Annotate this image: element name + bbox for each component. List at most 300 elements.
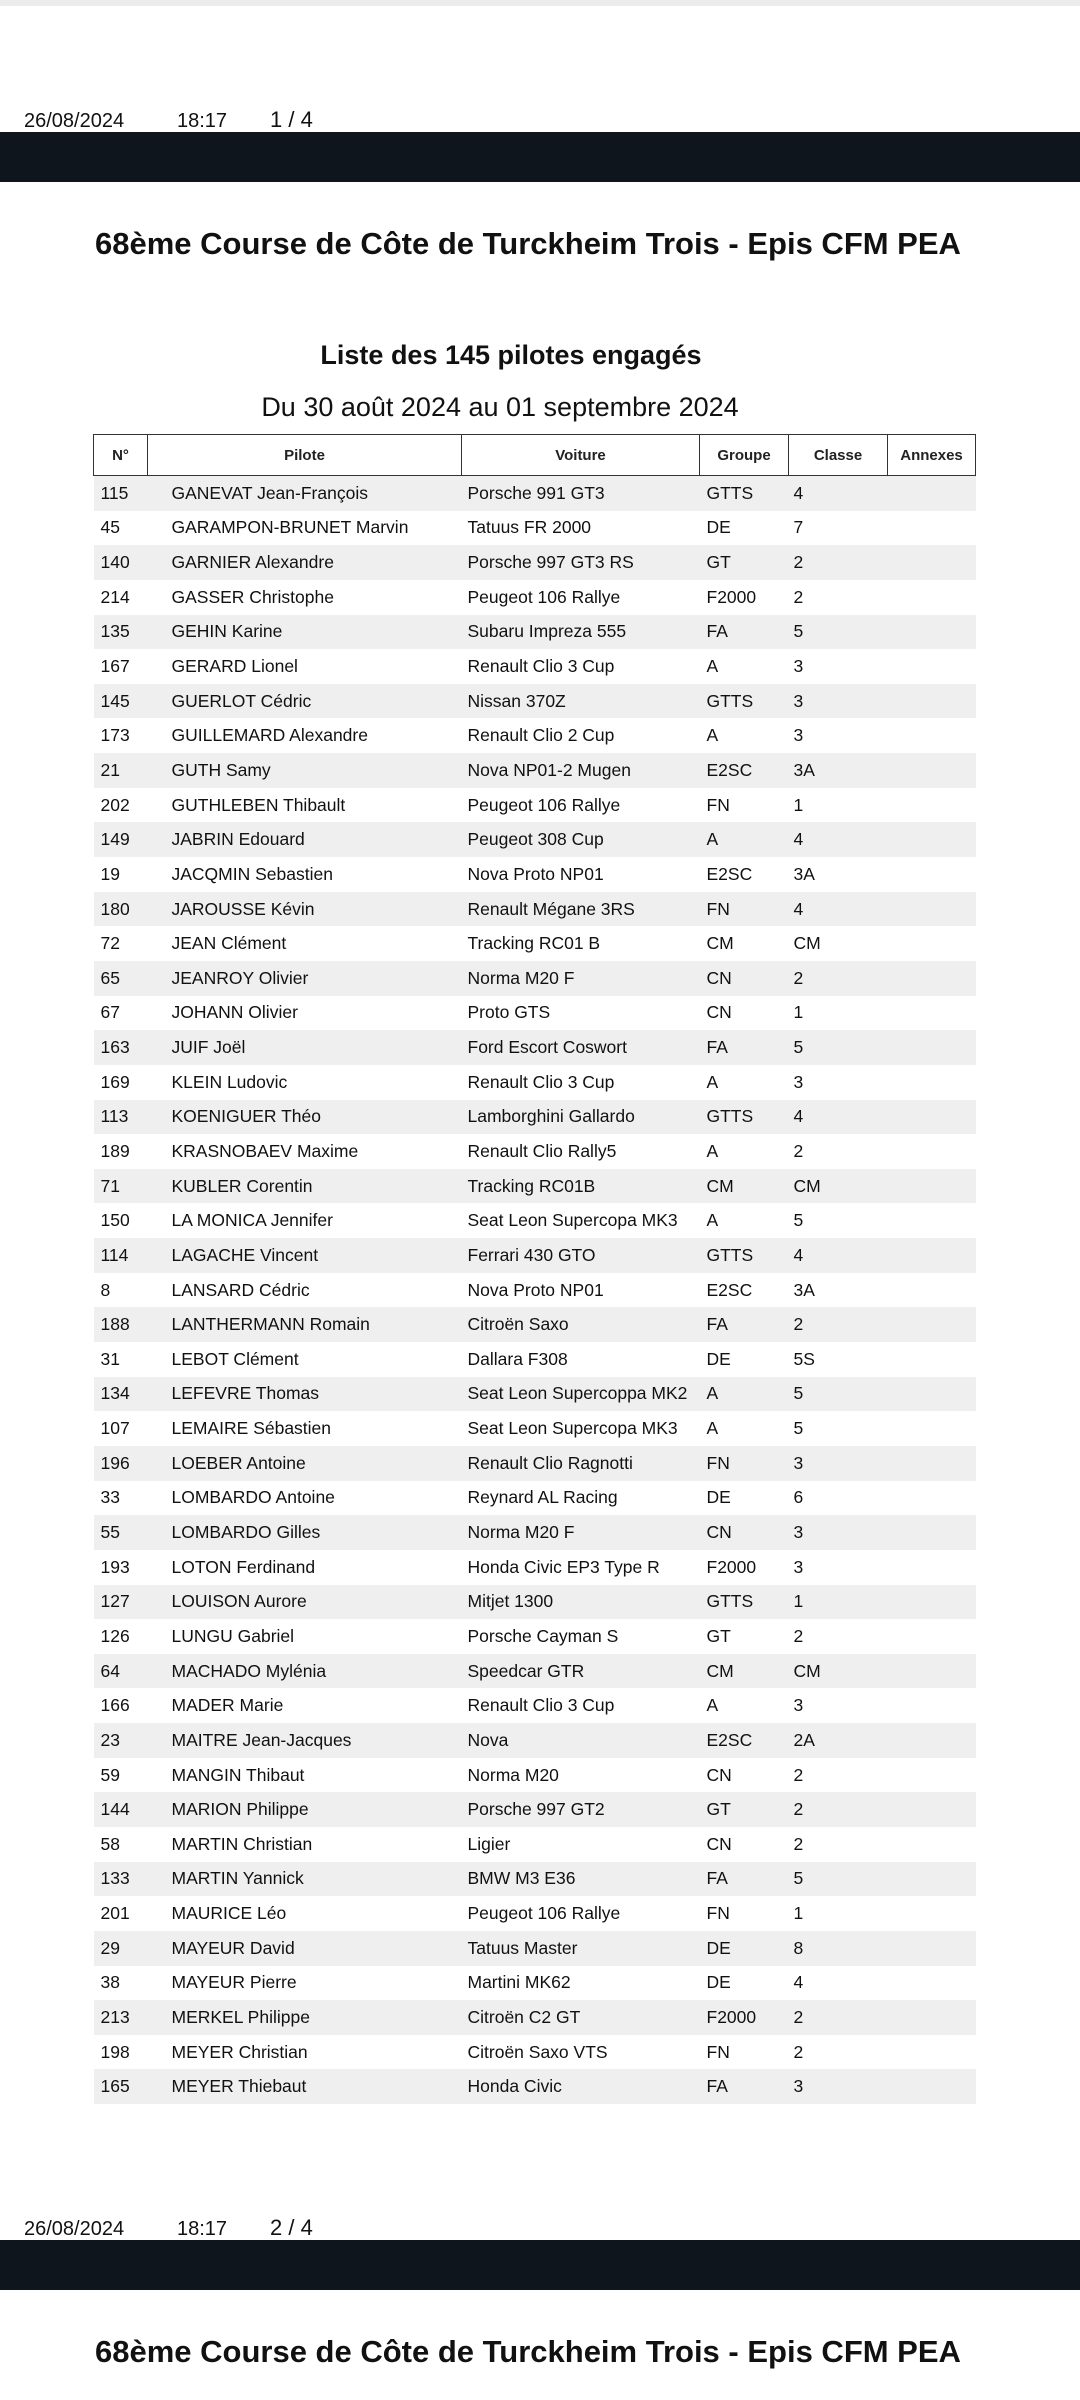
table-row: [94, 753, 976, 788]
classe-cell: 2: [793, 586, 804, 607]
table-row: [94, 615, 976, 650]
voiture-cell: Mitjet 1300: [462, 1585, 700, 1620]
classe-cell: 2: [789, 1792, 888, 1827]
voiture-cell: Peugeot 308 Cup: [462, 822, 700, 857]
no-cell: 140: [94, 545, 148, 580]
annexes-cell: [888, 1654, 976, 1689]
no-cell: 58: [100, 1833, 120, 1854]
table-row: [94, 1688, 976, 1723]
list-title: Liste des 145 pilotes engagés: [320, 340, 702, 370]
classe-cell: 1: [793, 1002, 804, 1023]
table-row: [94, 684, 976, 719]
no-cell: 180: [94, 892, 148, 927]
pilote-cell: MERKEL Philippe: [148, 2000, 462, 2035]
no-cell: 165: [94, 2069, 148, 2104]
classe-cell: CM: [789, 1654, 888, 1689]
groupe-cell: A: [706, 1418, 719, 1439]
classe-cell: 3: [789, 2069, 888, 2104]
voiture-cell: Renault Clio Ragnotti: [462, 1446, 700, 1481]
page-1-header-bar: [0, 132, 1080, 182]
classe-cell: 5: [789, 1377, 888, 1412]
groupe-cell: DE: [700, 1931, 789, 1966]
no-cell: 72: [100, 933, 120, 954]
voiture-cell: Peugeot 106 Rallye: [467, 1903, 621, 1924]
groupe-cell: FA: [700, 1307, 789, 1342]
pilote-cell: MARTIN Christian: [171, 1833, 313, 1854]
pilote-cell: JUIF Joël: [148, 1030, 462, 1065]
table-row: [94, 961, 976, 996]
pilote-cell: MEYER Thiebaut: [148, 2069, 462, 2104]
voiture-cell: Norma M20 F: [462, 961, 700, 996]
voiture-cell: Speedcar GTR: [462, 1654, 700, 1689]
voiture-cell: Ford Escort Coswort: [462, 1030, 700, 1065]
classe-cell: 2: [789, 961, 888, 996]
groupe-cell: DE: [706, 1487, 731, 1508]
pilote-cell: LANTHERMANN Romain: [148, 1307, 462, 1342]
groupe-cell: GT: [700, 545, 789, 580]
print-time: 18:17: [177, 2218, 228, 2240]
no-cell: 115: [94, 476, 148, 511]
table-row: [94, 1377, 976, 1412]
classe-cell: 4: [789, 822, 888, 857]
annexes-cell: [888, 580, 976, 615]
classe-cell: 5: [793, 1210, 804, 1231]
groupe-cell: CN: [706, 1002, 732, 1023]
voiture-cell: Honda Civic: [462, 2069, 700, 2104]
groupe-cell: A: [706, 725, 719, 746]
annexes-cell: [888, 545, 976, 580]
groupe-cell: FN: [700, 892, 789, 927]
voiture-cell: Citroën C2 GT: [462, 2000, 700, 2035]
no-cell: 114: [94, 1238, 148, 1273]
pilote-cell: GEHIN Karine: [148, 615, 462, 650]
groupe-cell: CN: [706, 1764, 732, 1785]
annexes-cell: [888, 1758, 976, 1793]
col-classe-header: Classe: [789, 435, 888, 476]
no-cell: 126: [100, 1625, 130, 1646]
table-row: [94, 1411, 976, 1446]
col-no-header: N°: [94, 435, 148, 476]
pilote-cell: JOHANN Olivier: [171, 1002, 298, 1023]
classe-cell: 3A: [789, 753, 888, 788]
pilote-cell: MAURICE Léo: [171, 1903, 287, 1924]
voiture-cell: Tracking RC01B: [462, 1169, 700, 1204]
pilote-cell: LOUISON Aurore: [148, 1585, 462, 1620]
no-cell: 173: [100, 725, 130, 746]
annexes-cell: [888, 1550, 976, 1585]
no-cell: 201: [100, 1903, 130, 1924]
pilote-cell: LA MONICA Jennifer: [171, 1210, 333, 1231]
groupe-cell: FN: [706, 2041, 730, 2062]
table-row: [94, 1030, 976, 1065]
groupe-cell: FN: [706, 1903, 730, 1924]
groupe-cell: F2000: [706, 586, 757, 607]
classe-cell: 4: [793, 1972, 804, 1993]
pilote-cell: KRASNOBAEV Maxime: [171, 1140, 359, 1161]
pilote-cell: GUTHLEBEN Thibault: [171, 794, 346, 815]
col-annexes-header: Annexes: [888, 435, 976, 476]
annexes-cell: [888, 892, 976, 927]
no-cell: 193: [100, 1556, 130, 1577]
no-cell: 71: [94, 1169, 148, 1204]
no-cell: 127: [94, 1585, 148, 1620]
no-cell: 45: [100, 517, 120, 538]
pilote-cell: MACHADO Mylénia: [148, 1654, 462, 1689]
classe-cell: 7: [793, 517, 804, 538]
annexes-cell: [888, 1203, 976, 1238]
annexes-cell: [888, 1792, 976, 1827]
groupe-cell: GTTS: [700, 684, 789, 719]
voiture-cell: Citroën Saxo: [462, 1307, 700, 1342]
no-cell: 135: [94, 615, 148, 650]
voiture-cell: Reynard AL Racing: [467, 1487, 618, 1508]
viewer-top-edge: [0, 0, 1080, 6]
voiture-cell: Ferrari 430 GTO: [462, 1238, 700, 1273]
no-cell: 133: [94, 1862, 148, 1897]
no-cell: 214: [100, 586, 130, 607]
no-cell: 21: [94, 753, 148, 788]
table-row: [94, 1307, 976, 1342]
pilote-cell: MARTIN Yannick: [148, 1862, 462, 1897]
pilote-cell: GUTH Samy: [148, 753, 462, 788]
groupe-cell: E2SC: [700, 1723, 789, 1758]
classe-cell: CM: [789, 1169, 888, 1204]
table-row: [94, 476, 976, 511]
col-voiture-header: Voiture: [462, 435, 700, 476]
classe-cell: 4: [789, 476, 888, 511]
classe-cell: 3: [793, 656, 804, 677]
voiture-cell: Renault Clio 2 Cup: [467, 725, 615, 746]
pilote-cell: LANSARD Cédric: [171, 1279, 310, 1300]
annexes-cell: [888, 1481, 976, 1516]
list-dates: Du 30 août 2024 au 01 septembre 2024: [261, 392, 739, 422]
voiture-cell: BMW M3 E36: [462, 1862, 700, 1897]
annexes-cell: [888, 1134, 976, 1169]
groupe-cell: GTTS: [700, 1585, 789, 1620]
classe-cell: 3: [789, 1446, 888, 1481]
table-row: [94, 580, 976, 615]
voiture-cell: Dallara F308: [467, 1348, 568, 1369]
entries-table: [93, 434, 976, 2104]
classe-cell: 1: [793, 1903, 804, 1924]
annexes-cell: [888, 996, 976, 1031]
voiture-cell: Porsche 997 GT2: [462, 1792, 700, 1827]
groupe-cell: DE: [706, 1972, 731, 1993]
groupe-cell: GTTS: [700, 1238, 789, 1273]
table-row: [94, 1169, 976, 1204]
table-row: [94, 2000, 976, 2035]
pilote-cell: GUERLOT Cédric: [148, 684, 462, 719]
no-cell: 59: [100, 1764, 120, 1785]
annexes-cell: [888, 1342, 976, 1377]
voiture-cell: Peugeot 106 Rallye: [467, 586, 621, 607]
no-cell: 33: [100, 1487, 120, 1508]
voiture-cell: Subaru Impreza 555: [462, 615, 700, 650]
classe-cell: 3A: [793, 863, 815, 884]
event-title-page-2: 68ème Course de Côte de Turckheim Trois - Epis CFM PEA: [95, 2334, 961, 2369]
annexes-cell: [888, 1862, 976, 1897]
pilote-cell: LOMBARDO Gilles: [148, 1515, 462, 1550]
page-number: 1 / 4: [270, 107, 313, 132]
table-row: [94, 511, 976, 546]
annexes-cell: [888, 1446, 976, 1481]
annexes-cell: [888, 1030, 976, 1065]
annexes-cell: [888, 788, 976, 823]
no-cell: 8: [100, 1279, 111, 1300]
pilote-cell: JEANROY Olivier: [148, 961, 462, 996]
groupe-cell: CN: [700, 961, 789, 996]
annexes-cell: [888, 1723, 976, 1758]
voiture-cell: Seat Leon Supercopa MK3: [467, 1210, 678, 1231]
table-row: [94, 1758, 976, 1793]
groupe-cell: DE: [706, 1348, 731, 1369]
table-row: [94, 857, 976, 892]
pilote-cell: JAROUSSE Kévin: [148, 892, 462, 927]
voiture-cell: Norma M20: [467, 1764, 559, 1785]
groupe-cell: GTTS: [700, 1100, 789, 1135]
groupe-cell: A: [706, 1140, 719, 1161]
groupe-cell: E2SC: [700, 753, 789, 788]
table-row: [94, 649, 976, 684]
no-cell: 31: [100, 1348, 120, 1369]
no-cell: 149: [94, 822, 148, 857]
voiture-cell: Renault Clio 3 Cup: [467, 1695, 615, 1716]
voiture-cell: Porsche Cayman S: [467, 1625, 619, 1646]
print-date: 26/08/2024: [24, 2218, 125, 2240]
groupe-cell: CM: [700, 1654, 789, 1689]
table-row: [94, 1896, 976, 1931]
pilote-cell: MARION Philippe: [148, 1792, 462, 1827]
groupe-cell: F2000: [700, 2000, 789, 2035]
annexes-cell: [888, 684, 976, 719]
classe-cell: 5: [789, 1862, 888, 1897]
classe-cell: 4: [789, 1100, 888, 1135]
pilote-cell: LEFEVRE Thomas: [148, 1377, 462, 1412]
pilote-cell: MADER Marie: [171, 1695, 284, 1716]
groupe-cell: CM: [700, 1169, 789, 1204]
table-row: [94, 1862, 976, 1897]
voiture-cell: Seat Leon Supercopa MK3: [467, 1418, 678, 1439]
pilote-cell: GERARD Lionel: [171, 656, 298, 677]
pilote-cell: JEAN Clément: [171, 933, 287, 954]
classe-cell: 5: [789, 1030, 888, 1065]
voiture-cell: Norma M20 F: [462, 1515, 700, 1550]
table-row: [94, 2069, 976, 2104]
voiture-cell: Renault Clio 3 Cup: [467, 656, 615, 677]
no-cell: 38: [100, 1972, 120, 1993]
groupe-cell: FA: [700, 615, 789, 650]
no-cell: 107: [100, 1418, 130, 1439]
no-cell: 202: [100, 794, 130, 815]
table-row: [94, 822, 976, 857]
annexes-cell: [888, 1896, 976, 1931]
groupe-cell: A: [706, 1210, 719, 1231]
voiture-cell: Porsche 991 GT3: [462, 476, 700, 511]
annexes-cell: [888, 1307, 976, 1342]
table-row: [94, 926, 976, 961]
pilote-cell: LOEBER Antoine: [148, 1446, 462, 1481]
voiture-cell: Nova: [462, 1723, 700, 1758]
annexes-cell: [888, 1377, 976, 1412]
classe-cell: 3A: [793, 1279, 815, 1300]
print-time: 18:17: [177, 110, 228, 132]
classe-cell: 2: [793, 1140, 804, 1161]
no-cell: 67: [100, 1002, 120, 1023]
pilote-cell: LOTON Ferdinand: [171, 1556, 316, 1577]
table-row: [94, 1827, 976, 1862]
annexes-cell: [888, 1273, 976, 1308]
groupe-cell: GTTS: [700, 476, 789, 511]
pilote-cell: MAITRE Jean-Jacques: [148, 1723, 462, 1758]
table-row: [94, 545, 976, 580]
classe-cell: 2: [793, 2041, 804, 2062]
classe-cell: 3: [789, 684, 888, 719]
pilote-cell: GASSER Christophe: [171, 586, 334, 607]
table-row: [94, 1515, 976, 1550]
classe-cell: 3: [789, 1515, 888, 1550]
no-cell: 144: [94, 1792, 148, 1827]
table-row: [94, 996, 976, 1031]
event-title: 68ème Course de Côte de Turckheim Trois - Epis CFM PEA: [95, 226, 961, 261]
annexes-cell: [888, 822, 976, 857]
voiture-cell: Lamborghini Gallardo: [462, 1100, 700, 1135]
annexes-cell: [888, 649, 976, 684]
table-row: [94, 1792, 976, 1827]
classe-cell: 1: [789, 1585, 888, 1620]
pilote-cell: GARAMPON-BRUNET Marvin: [171, 517, 409, 538]
pilote-cell: JACQMIN Sebastien: [171, 863, 333, 884]
voiture-cell: Nova NP01-2 Mugen: [462, 753, 700, 788]
pilote-cell: GARNIER Alexandre: [148, 545, 462, 580]
pilote-cell: LEBOT Clément: [171, 1348, 299, 1369]
voiture-cell: Renault Clio 3 Cup: [467, 1071, 615, 1092]
voiture-cell: Renault Mégane 3RS: [462, 892, 700, 927]
groupe-cell: DE: [706, 517, 731, 538]
classe-cell: 2: [793, 1764, 804, 1785]
annexes-cell: [888, 476, 976, 511]
groupe-cell: E2SC: [706, 863, 753, 884]
annexes-cell: [888, 1515, 976, 1550]
classe-cell: 5S: [793, 1348, 815, 1369]
classe-cell: 2: [789, 545, 888, 580]
no-cell: 188: [94, 1307, 148, 1342]
voiture-cell: Nova Proto NP01: [467, 1279, 604, 1300]
classe-cell: 6: [793, 1487, 804, 1508]
table-row: [94, 1481, 976, 1516]
no-cell: 213: [94, 2000, 148, 2035]
classe-cell: 3: [793, 725, 804, 746]
classe-cell: 2: [789, 1307, 888, 1342]
groupe-cell: FA: [700, 2069, 789, 2104]
annexes-cell: [888, 718, 976, 753]
groupe-cell: A: [706, 656, 719, 677]
voiture-cell: Porsche 997 GT3 RS: [462, 545, 700, 580]
groupe-cell: E2SC: [706, 1279, 753, 1300]
voiture-cell: Seat Leon Supercoppa MK2: [462, 1377, 700, 1412]
classe-cell: 5: [789, 615, 888, 650]
pilote-cell: GUILLEMARD Alexandre: [171, 725, 368, 746]
print-date: 26/08/2024: [24, 110, 125, 132]
classe-cell: 4: [789, 892, 888, 927]
pilote-cell: LOMBARDO Antoine: [171, 1487, 335, 1508]
groupe-cell: A: [700, 822, 789, 857]
annexes-cell: [888, 2069, 976, 2104]
no-cell: 167: [100, 656, 130, 677]
no-cell: 134: [94, 1377, 148, 1412]
groupe-cell: GT: [700, 1792, 789, 1827]
table-row: [94, 1723, 976, 1758]
table-row: [94, 718, 976, 753]
annexes-cell: [888, 1238, 976, 1273]
annexes-cell: [888, 1688, 976, 1723]
voiture-cell: Citroën Saxo VTS: [467, 2041, 608, 2062]
table-row: [94, 1342, 976, 1377]
no-cell: 189: [100, 1140, 130, 1161]
no-cell: 163: [94, 1030, 148, 1065]
voiture-cell: Tatuus FR 2000: [467, 517, 592, 538]
classe-cell: CM: [793, 933, 821, 954]
no-cell: 29: [94, 1931, 148, 1966]
annexes-cell: [888, 926, 976, 961]
voiture-cell: Renault Clio Rally5: [467, 1140, 617, 1161]
table-row: [94, 1550, 976, 1585]
pilote-cell: MEYER Christian: [171, 2041, 308, 2062]
classe-cell: 3: [793, 1695, 804, 1716]
no-cell: 169: [100, 1071, 130, 1092]
table-row: [94, 2035, 976, 2070]
table-body: [94, 476, 976, 2105]
annexes-cell: [888, 1966, 976, 2001]
groupe-cell: FN: [706, 794, 730, 815]
groupe-cell: CN: [700, 1515, 789, 1550]
table-row: [94, 1238, 976, 1273]
table-row: [94, 788, 976, 823]
classe-cell: 3: [793, 1556, 804, 1577]
pilote-cell: KOENIGUER Théo: [148, 1100, 462, 1135]
pilote-cell: KLEIN Ludovic: [171, 1071, 288, 1092]
pilote-cell: KUBLER Corentin: [148, 1169, 462, 1204]
groupe-cell: A: [706, 1071, 719, 1092]
no-cell: 113: [94, 1100, 148, 1135]
no-cell: 145: [94, 684, 148, 719]
groupe-cell: GT: [706, 1625, 731, 1646]
pilote-cell: LEMAIRE Sébastien: [171, 1418, 332, 1439]
groupe-cell: CM: [706, 933, 734, 954]
annexes-cell: [888, 511, 976, 546]
annexes-cell: [888, 1100, 976, 1135]
annexes-cell: [888, 615, 976, 650]
annexes-cell: [888, 1411, 976, 1446]
no-cell: 55: [94, 1515, 148, 1550]
pilote-cell: MAYEUR Pierre: [171, 1972, 297, 1993]
groupe-cell: FA: [700, 1030, 789, 1065]
table-row: [94, 1446, 976, 1481]
classe-cell: 4: [789, 1238, 888, 1273]
table-row: [94, 1966, 976, 2001]
annexes-cell: [888, 1065, 976, 1100]
no-cell: 166: [100, 1695, 130, 1716]
annexes-cell: [888, 961, 976, 996]
classe-cell: 2A: [789, 1723, 888, 1758]
groupe-cell: FN: [700, 1446, 789, 1481]
pilote-cell: JABRIN Edouard: [148, 822, 462, 857]
annexes-cell: [888, 753, 976, 788]
classe-cell: 2: [793, 1833, 804, 1854]
table-row: [94, 1065, 976, 1100]
groupe-cell: FA: [700, 1862, 789, 1897]
col-pilote-header: Pilote: [148, 435, 462, 476]
classe-cell: 2: [793, 1625, 804, 1646]
